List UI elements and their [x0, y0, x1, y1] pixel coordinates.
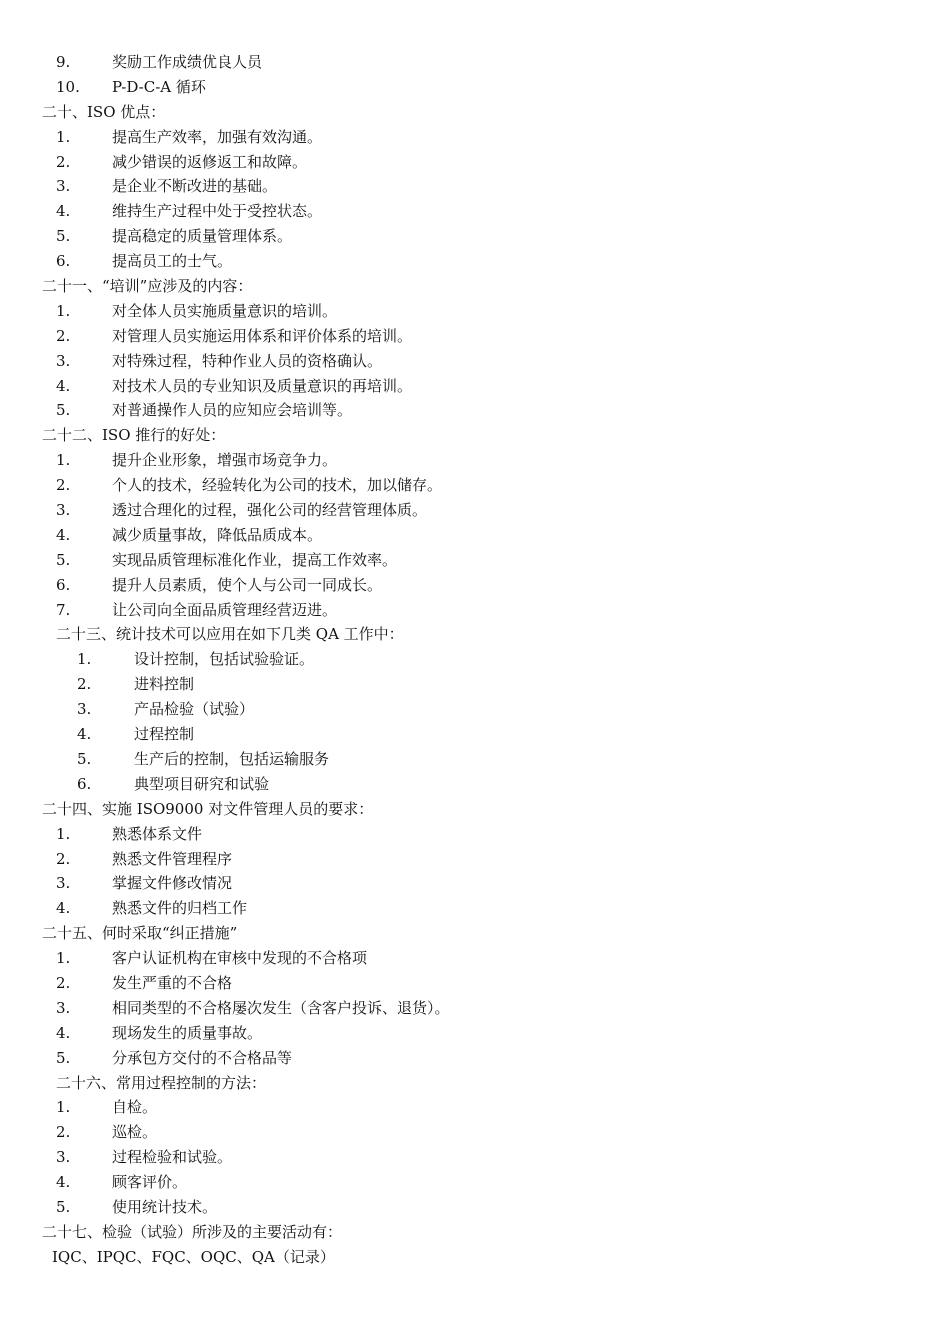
- list-item-number: 1.: [56, 1098, 71, 1117]
- list-item: [0, 1170, 950, 1195]
- list-item-text: 巡检。: [112, 1123, 158, 1142]
- list-item: [0, 199, 950, 224]
- list-item-text: 对特殊过程，特种作业人员的资格确认。: [112, 351, 383, 370]
- list-item: [0, 150, 950, 175]
- list-item: [0, 75, 950, 100]
- list-item-number: 1.: [56, 824, 71, 843]
- list-item-number: 2.: [77, 675, 92, 694]
- list-item-text: 对技术人员的专业知识及质量意识的再培训。: [112, 376, 413, 395]
- list-item-number: 2.: [56, 326, 71, 345]
- list-item-number: 3.: [56, 177, 71, 196]
- list-item-number: 5.: [56, 550, 71, 569]
- list-item-text: 减少质量事故，降低品质成本。: [112, 525, 323, 544]
- section-heading-text: 二十四、实施 ISO9000 对文件管理人员的要求：: [42, 799, 374, 818]
- list-item-text: 实现品质管理标准化作业，提高工作效率。: [112, 550, 398, 569]
- list-item-number: 6.: [77, 774, 92, 793]
- list-item-text: 相同类型的不合格屡次发生（含客户投诉、退货）。: [112, 998, 450, 1017]
- list-item-number: 3.: [56, 874, 71, 893]
- list-item: [0, 249, 950, 274]
- list-item: [0, 174, 950, 199]
- list-item-text: 透过合理化的过程，强化公司的经营管理体质。: [112, 501, 428, 520]
- list-item-number: 1.: [56, 127, 71, 146]
- list-item: [0, 473, 950, 498]
- list-item: [0, 50, 950, 75]
- list-item-text: 掌握文件修改情况: [112, 874, 233, 893]
- list-item-text: 进料控制: [134, 675, 195, 694]
- list-item-number: 4.: [77, 725, 92, 744]
- list-item-text: 个人的技术，经验转化为公司的技术，加以储存。: [112, 476, 443, 495]
- list-item-text: 熟悉文件的归档工作: [112, 899, 248, 918]
- list-item: [0, 996, 950, 1021]
- list-item-number: 5.: [56, 227, 71, 246]
- list-item-number: 4.: [56, 899, 71, 918]
- list-item: [0, 224, 950, 249]
- list-item-number: 3.: [56, 351, 71, 370]
- list-item: [0, 822, 950, 847]
- list-item-text: 维持生产过程中处于受控状态。: [112, 202, 323, 221]
- list-item-number: 1.: [56, 949, 71, 968]
- list-item: [0, 946, 950, 971]
- list-item-text: 奖励工作成绩优良人员: [112, 53, 263, 71]
- list-item: [0, 374, 950, 399]
- list-item-text: 过程控制: [134, 725, 195, 744]
- list-item-number: 2.: [56, 1123, 71, 1142]
- list-item-number: 3.: [77, 700, 92, 719]
- list-item-text: 产品检验（试验）: [134, 700, 255, 719]
- section-heading-text: 二十五、何时采取“纠正措施”: [42, 924, 238, 943]
- list-item-number: 7.: [56, 600, 71, 619]
- list-item-number: 10.: [56, 77, 80, 96]
- list-item-number: 6.: [56, 575, 71, 594]
- paragraph-text: IQC、IPQC、FQC、OQC、QA（记录）: [52, 1247, 335, 1266]
- list-item-number: 2.: [56, 973, 71, 992]
- list-item-number: 5.: [56, 1197, 71, 1216]
- list-item-text: 对全体人员实施质量意识的培训。: [112, 301, 338, 320]
- section-heading: [0, 797, 950, 822]
- list-item: [0, 697, 950, 722]
- list-item-text: 设计控制，包括试验验证。: [134, 650, 315, 669]
- list-item-number: 4.: [56, 1173, 71, 1192]
- list-item: [0, 349, 950, 374]
- list-item-text: 对普通操作人员的应知应会培训等。: [112, 401, 353, 420]
- section-heading-text: 二十二、ISO 推行的好处：: [42, 426, 226, 445]
- section-heading: [0, 1220, 950, 1245]
- list-item: [0, 1120, 950, 1145]
- section-heading: [0, 100, 950, 125]
- list-item: [0, 548, 950, 573]
- list-item-text: 熟悉体系文件: [112, 824, 203, 843]
- list-item-number: 4.: [56, 376, 71, 395]
- list-item: [0, 1046, 950, 1071]
- section-heading-text: 二十七、检验（试验）所涉及的主要活动有：: [42, 1222, 343, 1241]
- list-item-text: 分承包方交付的不合格品等: [112, 1048, 293, 1067]
- list-item: [0, 573, 950, 598]
- list-item: [0, 598, 950, 623]
- list-item: [0, 498, 950, 523]
- section-heading-text: 二十六、常用过程控制的方法：: [56, 1073, 267, 1092]
- list-item-text: 生产后的控制，包括运输服务: [134, 749, 330, 768]
- list-item-number: 3.: [56, 501, 71, 520]
- list-item: [0, 672, 950, 697]
- list-item: [0, 448, 950, 473]
- list-item-number: 4.: [56, 202, 71, 221]
- section-heading: [0, 274, 950, 299]
- list-item: [0, 847, 950, 872]
- list-item-number: 3.: [56, 1148, 71, 1167]
- list-item: [0, 398, 950, 423]
- section-heading-text: 二十、ISO 优点：: [42, 102, 166, 121]
- list-item: [0, 1095, 950, 1120]
- list-item-number: 4.: [56, 1023, 71, 1042]
- list-item-text: 减少错误的返修返工和故障。: [112, 152, 308, 171]
- list-item: [0, 871, 950, 896]
- list-item-text: 让公司向全面品质管理经营迈进。: [112, 600, 338, 619]
- section-heading: [0, 622, 950, 647]
- list-item-number: 3.: [56, 998, 71, 1017]
- list-item-text: 提高生产效率，加强有效沟通。: [112, 127, 323, 146]
- list-item-number: 9.: [56, 53, 71, 71]
- list-item-text: 客户认证机构在审核中发现的不合格项: [112, 949, 368, 968]
- list-item: [0, 299, 950, 324]
- list-item-text: 发生严重的不合格: [112, 973, 233, 992]
- list-item-number: 6.: [56, 252, 71, 271]
- section-heading: [0, 921, 950, 946]
- list-item-text: 提高员工的士气。: [112, 252, 233, 271]
- list-item-text: 提升企业形象，增强市场竞争力。: [112, 451, 338, 470]
- list-item-text: P-D-C-A 循环: [112, 77, 206, 96]
- list-item: [0, 747, 950, 772]
- list-item: [0, 125, 950, 150]
- list-item-text: 顾客评价。: [112, 1173, 188, 1192]
- list-item: [0, 647, 950, 672]
- section-heading: [0, 423, 950, 448]
- list-item: [0, 324, 950, 349]
- list-item-number: 1.: [56, 301, 71, 320]
- section-heading-text: 二十一、“培训”应涉及的内容：: [42, 277, 253, 296]
- list-item-text: 是企业不断改进的基础。: [112, 177, 278, 196]
- list-item: [0, 1021, 950, 1046]
- list-item-text: 典型项目研究和试验: [134, 774, 270, 793]
- list-item-text: 提升人员素质，使个人与公司一同成长。: [112, 575, 383, 594]
- section-heading-text: 二十三、统计技术可以应用在如下几类 QA 工作中：: [56, 625, 404, 644]
- list-item-number: 5.: [56, 1048, 71, 1067]
- list-item-number: 2.: [56, 476, 71, 495]
- list-item-text: 过程检验和试验。: [112, 1148, 233, 1167]
- list-item-text: 现场发生的质量事故。: [112, 1023, 263, 1042]
- list-item: [0, 896, 950, 921]
- list-item-number: 2.: [56, 849, 71, 868]
- list-item-number: 5.: [56, 401, 71, 420]
- list-item: [0, 523, 950, 548]
- list-item-number: 5.: [77, 749, 92, 768]
- section-heading: [0, 1071, 950, 1096]
- list-item: [0, 722, 950, 747]
- list-item-text: 使用统计技术。: [112, 1197, 218, 1216]
- document-body: [0, 50, 950, 1270]
- list-item-number: 1.: [56, 451, 71, 470]
- list-item-text: 对管理人员实施运用体系和评价体系的培训。: [112, 326, 413, 345]
- list-item: [0, 772, 950, 797]
- list-item-text: 熟悉文件管理程序: [112, 849, 233, 868]
- list-item: [0, 1195, 950, 1220]
- list-item-number: 4.: [56, 525, 71, 544]
- list-item-number: 1.: [77, 650, 92, 669]
- list-item-text: 提高稳定的质量管理体系。: [112, 227, 293, 246]
- list-item: [0, 971, 950, 996]
- list-item-number: 2.: [56, 152, 71, 171]
- list-item: [0, 1145, 950, 1170]
- paragraph: [0, 1245, 950, 1270]
- list-item-text: 自检。: [112, 1098, 158, 1117]
